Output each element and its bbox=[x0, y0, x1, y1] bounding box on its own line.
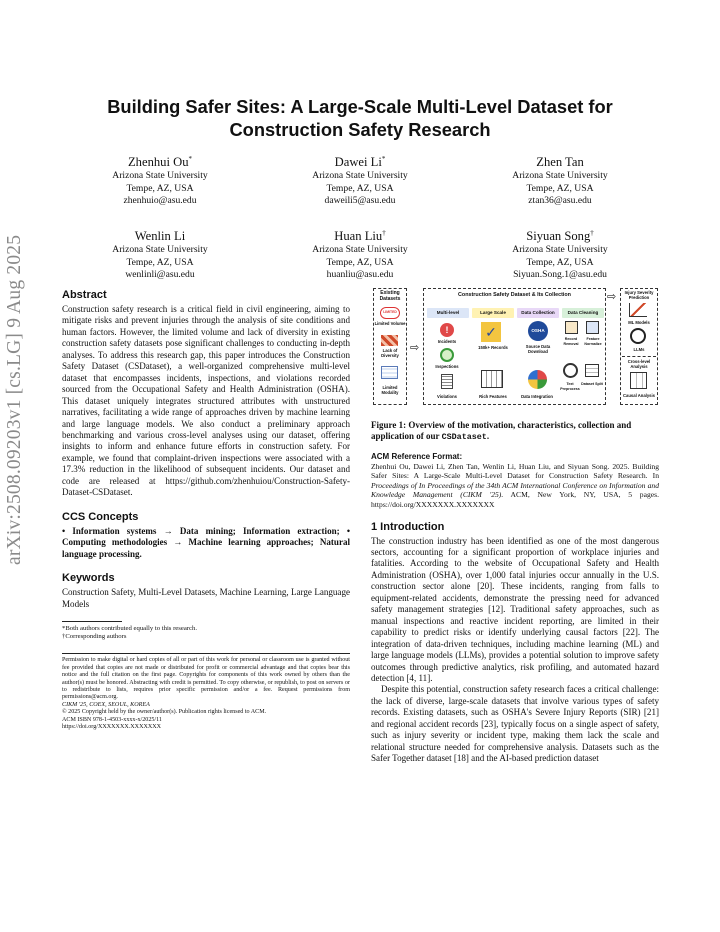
ccs-section bbox=[62, 510, 350, 560]
permission-divider bbox=[62, 653, 350, 654]
abstract-section bbox=[62, 288, 350, 499]
arxiv-identifier: arXiv:2508.09203v1 [cs.LG] 9 Aug 2025 bbox=[4, 234, 25, 565]
record-removal-icon bbox=[565, 321, 578, 334]
limited-stamp-icon: LIMITED bbox=[380, 307, 400, 319]
abstract-text: Construction safety research is a critical field in civil engineering, aiming to mitigate risks and prevent injuries through the analysis of site conditions and human factors. However, the limited volume and lack of diversity in existing construction safety datasets pose significant challenges to conducting in-depth analyses. To address this research gap, this paper introduces the Construction Safety Dataset (CSDataset), a well-organized comprehensive multi-level dataset that encompasses incidents, inspections, and violations recorded sourced from the Occupational Safety and Health Administration (OSHA). This dataset uniquely integrates structured attributes with unstructured narratives, facilitating a wide range of approaches driven by machine learning and large language models. We also conduct a preliminary approach benchmarking and various cross-level analyses using our dataset, offering insights to inform and enhance future efforts in construction safety. For example, we found that complaint-driven inspections were associated with a 17.3% reduction in the likelihood of subsequent incidents. Our dataset and code are released at https://github.com/zhenhuiou/Construction-Safety-Dataset-CSDataset. bbox=[62, 304, 350, 498]
author-affiliation: Arizona State University bbox=[112, 244, 208, 256]
feature-grid-icon bbox=[481, 370, 503, 388]
inspections-label: Inspections bbox=[435, 364, 459, 369]
right-column bbox=[371, 288, 659, 765]
trend-chart-icon bbox=[629, 303, 647, 317]
dataset-split-label: Dataset Split bbox=[581, 382, 603, 386]
author-affiliation: Arizona State University bbox=[512, 170, 608, 182]
paper-title: Building Safer Sites: A Large-Scale Multi-Level Dataset for Construction Safety Research bbox=[107, 96, 613, 140]
tab-large-scale: Large Scale bbox=[472, 308, 514, 318]
network-icon bbox=[630, 372, 647, 389]
author bbox=[62, 152, 258, 226]
author-affiliation: Arizona State University bbox=[312, 170, 408, 182]
arrow-right-icon: ⇨ bbox=[410, 342, 420, 354]
footnote-corresponding: †Corresponding authors bbox=[62, 633, 127, 641]
author-name: Huan Liu† bbox=[334, 229, 386, 244]
source-download-label: Source Data Download bbox=[525, 344, 551, 354]
doi-link[interactable]: https://doi.org/XXXXXXX.XXXXXXX bbox=[62, 724, 162, 731]
introduction-heading: 1 Introduction bbox=[371, 520, 445, 533]
footnote-divider bbox=[62, 621, 122, 622]
author-name: Dawei Li* bbox=[334, 155, 386, 170]
author bbox=[462, 152, 658, 226]
rich-features-label: Rich Features bbox=[479, 394, 507, 399]
dataset-split-icon bbox=[585, 364, 599, 377]
isbn: ACM ISBN 978-1-4503-xxxx-x/2025/11 bbox=[62, 716, 162, 723]
author-email[interactable]: zhenhuio@asu.edu bbox=[123, 195, 197, 207]
author-affiliation: Arizona State University bbox=[512, 244, 608, 256]
injury-prediction-label: Injury Severity Prediction bbox=[624, 290, 654, 300]
footnote-equal-contribution: *Both authors contributed equally to this research. bbox=[62, 624, 198, 632]
copyright-notice: © 2025 Copyright held by the owner/author(s). Publication rights licensed to ACM. bbox=[62, 709, 267, 716]
llm-logo-icon bbox=[630, 328, 646, 344]
figure-1 bbox=[371, 288, 659, 412]
text-search-icon bbox=[563, 363, 578, 378]
barrier-icon bbox=[381, 335, 398, 346]
violations-label: Violations bbox=[437, 394, 457, 399]
author-location: Tempe, AZ, USA bbox=[326, 182, 394, 194]
existing-datasets-label: Existing Datasets bbox=[379, 290, 401, 302]
author-name: Wenlin Li bbox=[134, 229, 186, 244]
author-location: Tempe, AZ, USA bbox=[126, 182, 194, 194]
checklist-icon: ✓ bbox=[481, 322, 501, 342]
author-email[interactable]: daweili5@asu.edu bbox=[324, 195, 396, 207]
cross-level-analysis-label: Cross-level Analysis bbox=[627, 359, 651, 369]
author-name: Zhenhui Ou* bbox=[127, 155, 192, 170]
causal-analysis-label: Causal Analysis bbox=[623, 393, 655, 398]
author-email[interactable]: ztan36@asu.edu bbox=[528, 195, 592, 207]
document-icon bbox=[441, 374, 453, 389]
feature-normalize-label: Feature Normalize bbox=[584, 337, 602, 346]
abstract-heading: Abstract bbox=[62, 289, 107, 301]
records-count-label: 150k+ Records bbox=[478, 345, 508, 350]
author-email[interactable]: Siyuan.Song.1@asu.edu bbox=[513, 269, 607, 281]
acm-reference-heading: ACM Reference Format: bbox=[371, 451, 463, 461]
author-name: Zhen Tan bbox=[536, 155, 584, 170]
footnotes bbox=[62, 621, 350, 641]
table-icon bbox=[381, 366, 398, 379]
tab-data-cleaning: Data Cleaning bbox=[562, 308, 604, 318]
figure-caption: Figure 1: Overview of the motivation, characteristics, collection and application of our CSDataset. bbox=[371, 420, 632, 443]
construction-dataset-label: Construction Safety Dataset & Its Collection bbox=[458, 292, 571, 298]
alert-icon: ! bbox=[440, 323, 454, 337]
author bbox=[262, 152, 458, 226]
keywords-section bbox=[62, 571, 350, 610]
introduction-paragraph: Despite this potential, construction safety research faces a critical challenge: the lack of diverse, large-scale datasets that involve various types of safety records. Existing datasets, such as OSHA's Severe Injury Reports (SIR) [21] and regional accident records [23], typically focus on a single aspect of safety, such as injury severity or incident type, making them lack the scale and relational structure needed for comprehensive analysis. Datasets such as the Safer Together dataset [18] and the AI-based prediction dataset bbox=[371, 684, 659, 764]
incidents-label: Incidents bbox=[437, 339, 457, 344]
author-block bbox=[62, 152, 658, 300]
osha-logo-icon: OSHA bbox=[528, 321, 548, 341]
author-location: Tempe, AZ, USA bbox=[526, 182, 594, 194]
author-affiliation: Arizona State University bbox=[112, 170, 208, 182]
acm-reference-text: Zhenhui Ou, Dawei Li, Zhen Tan, Wenlin Li, Huan Liu, and Siyuan Song. 2025. Building Safer Sites: A Large-Scale Multi-Level Dataset for Construction Safety Research. In Proceedings of In Proceedings of the 34th ACM International Conference on Information and Knowledge Management (CIKM '25). ACM, New York, NY, USA, 5 pages. https://doi.org/XXXXXXX.XXXXXXX bbox=[371, 461, 659, 509]
author-location: Tempe, AZ, USA bbox=[526, 256, 594, 268]
divider bbox=[622, 356, 656, 357]
ccs-text: • Information systems → Data mining; Information extraction; • Computing methodologies → Machine learning approaches; Natural language processing. bbox=[62, 525, 350, 559]
magnifier-icon bbox=[440, 348, 454, 362]
introduction-paragraph: The construction industry has been identified as one of the most dangerous sectors, accounting for a significant proportion of workplace injuries and fatalities. According to the website of Occupational Safety and Health Administration (OSHA), over 1,000 fatal injuries occur annually in the U.S. construction sector alone [20]. These incidents, ranging from falls to equipment-related accidents, demonstrate the pressing need for advanced safety management strategies [12]. Traditional safety approaches, such as manual inspections and reactive incident reporting, are limited in their capability to predict risks or identify underlying causal factors [22]. The integration of data-driven techniques, including machine learning (ML) and large language models (LLMs), provides a potential solution to improve safety outcomes through predictive analytics, risk profiling, and automated hazard detection [4, 11]. bbox=[371, 535, 659, 683]
llms-label: LLMs bbox=[633, 347, 645, 352]
keywords-heading: Keywords bbox=[62, 572, 115, 585]
limited-volume-label: Limited Volume bbox=[374, 321, 406, 326]
author-email[interactable]: huanliu@asu.edu bbox=[326, 269, 394, 281]
integration-gear-icon bbox=[528, 370, 547, 389]
permission-block bbox=[62, 653, 350, 731]
tab-data-collection: Data Collection bbox=[517, 308, 559, 318]
author-email[interactable]: wenlinli@asu.edu bbox=[125, 269, 195, 281]
data-integration-label: Data Integration bbox=[521, 394, 553, 399]
normalize-icon bbox=[586, 321, 599, 334]
record-removal-label: Record Removal bbox=[563, 337, 579, 346]
permission-text: Permission to make digital or hard copies of all or part of this work for personal or classroom use is granted without fee provided that copies are not made or distributed for profit or commercial advantage and that copies bear this notice and the full citation on the first page. Copyrights for components of this work owned by others than the author(s) must be honored. Abstracting with credit is permitted. To copy otherwise, or republish, to post on servers or to redistribute to lists, requires prior specific permission and/or a fee. Request permissions from permissions@acm.org. bbox=[62, 657, 350, 701]
ml-models-label: ML Models bbox=[628, 320, 650, 325]
tab-multi-level: Multi-level bbox=[427, 308, 469, 318]
keywords-text: Construction Safety, Multi-Level Datasets, Machine Learning, Large Language Models bbox=[62, 587, 350, 609]
ccs-heading: CCS Concepts bbox=[62, 510, 139, 523]
limited-modality-label: Limited Modality bbox=[381, 385, 399, 395]
author-affiliation: Arizona State University bbox=[312, 244, 408, 256]
lack-of-diversity-label: Lack of Diversity bbox=[381, 348, 399, 358]
author-name: Siyuan Song† bbox=[526, 229, 594, 244]
author-location: Tempe, AZ, USA bbox=[326, 256, 394, 268]
conference-venue: CIKM '25, COEX, SEOUL, KOREA bbox=[62, 701, 150, 708]
author-row bbox=[62, 152, 658, 226]
text-preprocess-label: Text Preprocess bbox=[560, 382, 580, 391]
left-column bbox=[62, 288, 350, 731]
arrow-right-icon: ⇨ bbox=[607, 291, 617, 303]
author-location: Tempe, AZ, USA bbox=[126, 256, 194, 268]
